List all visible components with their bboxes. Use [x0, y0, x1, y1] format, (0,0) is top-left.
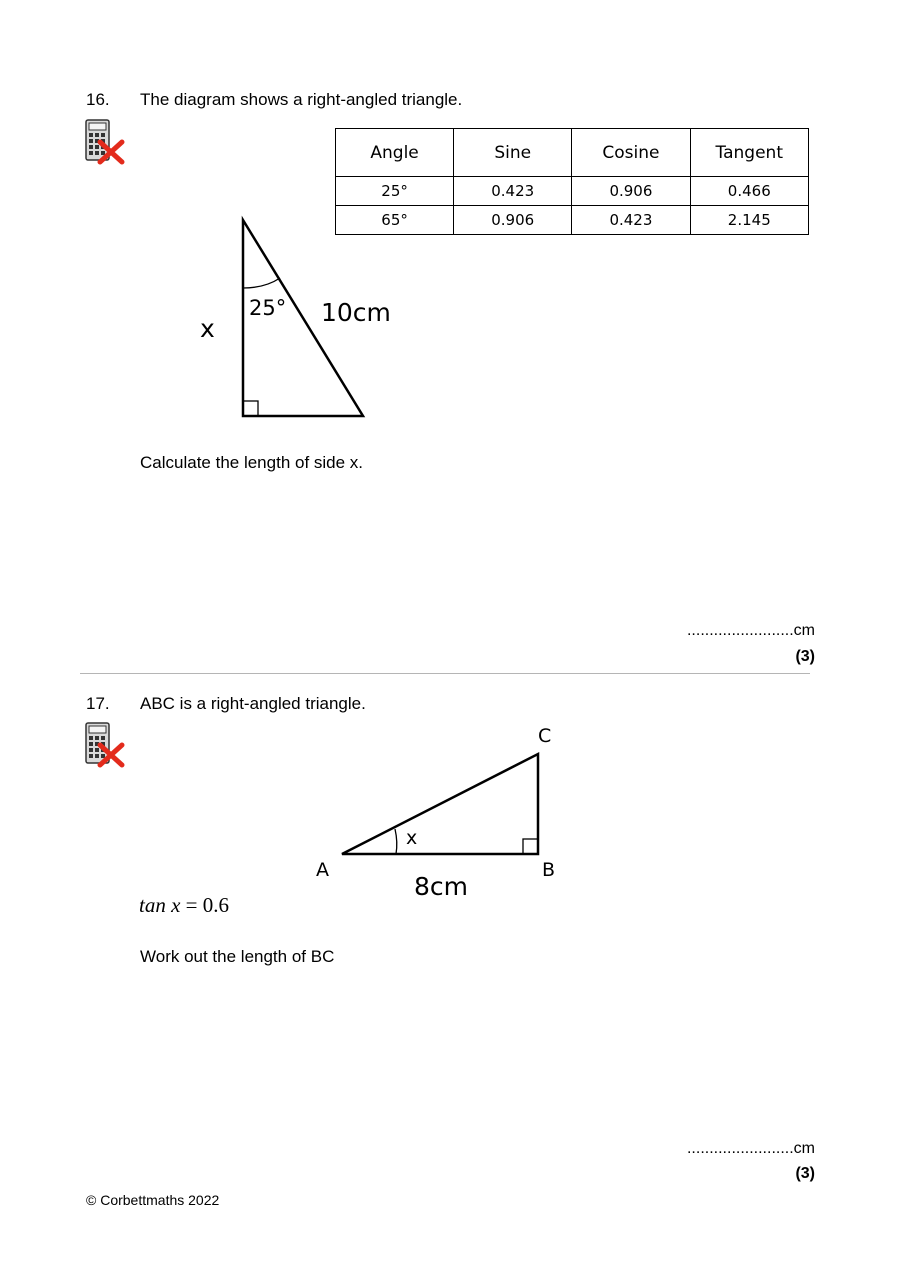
marks-label: (3): [795, 1165, 815, 1182]
table-cell: 0.466: [690, 177, 808, 206]
right-angle-marker: [523, 839, 538, 854]
answer-line[interactable]: ........................cm: [686, 622, 815, 639]
table-cell: 0.906: [454, 206, 572, 235]
trig-values-table: [335, 128, 809, 235]
question-16-instruction: Calculate the length of side x.: [140, 453, 364, 472]
question-17-instruction: Work out the length of BC: [140, 947, 335, 966]
triangle-diagram-q17: [300, 720, 570, 900]
question-16-number: 16.: [86, 90, 110, 109]
hypotenuse-label: 10cm: [321, 298, 391, 327]
vertex-a-label: A: [316, 859, 329, 881]
triangle-outline: [342, 754, 538, 854]
table-header-cell: Tangent: [690, 129, 808, 177]
marks-label: (3): [795, 648, 815, 665]
side-x-label: x: [200, 314, 215, 343]
angle-label: 25°: [249, 296, 287, 320]
question-17-intro: ABC is a right-angled triangle.: [140, 694, 366, 713]
answer-line[interactable]: ........................cm: [686, 1140, 815, 1157]
table-header-cell: Angle: [336, 129, 454, 177]
table-header-cell: Cosine: [572, 129, 690, 177]
table-cell: 65°: [336, 206, 454, 235]
question-divider: [80, 673, 810, 674]
table-header-row: [336, 129, 809, 177]
table-header-cell: Sine: [454, 129, 572, 177]
copyright-footer: © Corbettmaths 2022: [86, 1192, 220, 1208]
table-cell: 0.906: [572, 177, 690, 206]
table-cell: 0.423: [454, 177, 572, 206]
angle-arc: [243, 278, 280, 288]
table-cell: 2.145: [690, 206, 808, 235]
equation-lhs: tan x: [139, 893, 181, 917]
no-calculator-icon: [84, 721, 126, 769]
angle-x-label: x: [406, 827, 418, 849]
vertex-b-label: B: [542, 859, 556, 881]
vertex-c-label: C: [538, 725, 552, 747]
equation-rhs: = 0.6: [185, 893, 229, 917]
angle-arc: [395, 829, 397, 854]
table-row: [336, 177, 809, 206]
triangle-diagram-q16: [190, 210, 400, 425]
table-cell: 25°: [336, 177, 454, 206]
table-row: [336, 206, 809, 235]
question-16-intro: The diagram shows a right-angled triangle.: [140, 90, 463, 109]
tan-equation: [139, 893, 229, 918]
table-cell: 0.423: [572, 206, 690, 235]
right-angle-marker: [243, 401, 258, 416]
base-length-label: 8cm: [414, 872, 469, 900]
question-17-number: 17.: [86, 694, 110, 713]
no-calculator-icon: [84, 118, 126, 166]
